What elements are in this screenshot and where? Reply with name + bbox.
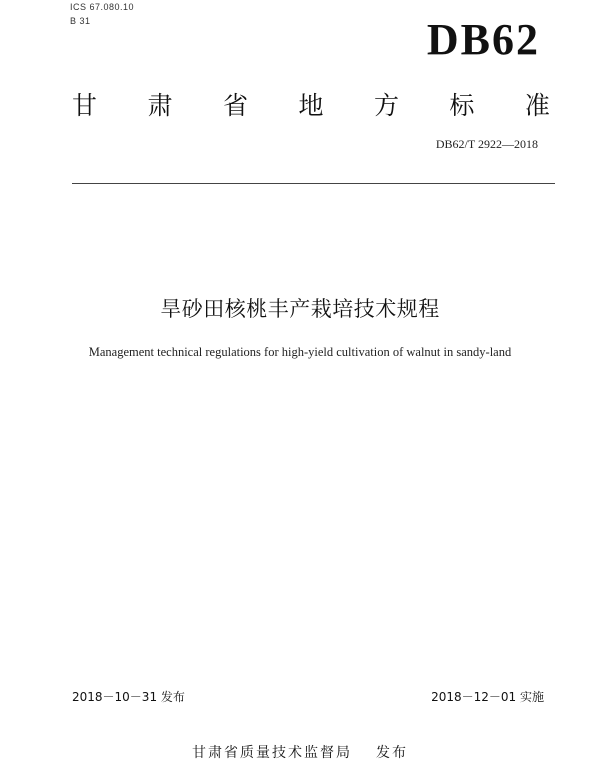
header-divider xyxy=(72,183,555,184)
issuer-action: 发布 xyxy=(376,745,408,761)
document-title-english: Management technical regulations for high-yield cultivation of walnut in sandy-land xyxy=(88,345,512,359)
standard-type-char: 肃 xyxy=(147,91,173,120)
issue-date: 2018－10－31 发布 xyxy=(72,690,185,704)
issuer-name: 甘肃省质量技术监督局 xyxy=(192,745,352,761)
implementation-date: 2018－12－01 实施 xyxy=(431,690,544,704)
standard-type-char: 省 xyxy=(222,91,248,120)
issuer-line xyxy=(0,742,600,762)
document-title: 旱砂田核桃丰产栽培技术规程 xyxy=(160,297,440,321)
standard-type-title xyxy=(72,86,550,122)
standard-type-char: 地 xyxy=(298,91,324,120)
standard-code-logo: DB62 xyxy=(426,15,540,64)
standard-type-char: 准 xyxy=(524,91,550,120)
standard-number: DB62/T 2922—2018 xyxy=(435,137,538,151)
standard-type-char: 标 xyxy=(449,91,475,120)
standard-type-char: 甘 xyxy=(72,91,98,120)
ccs-code: B 31 xyxy=(70,16,91,26)
standard-type-char: 方 xyxy=(373,91,399,120)
ics-code: ICS 67.080.10 xyxy=(70,2,135,12)
